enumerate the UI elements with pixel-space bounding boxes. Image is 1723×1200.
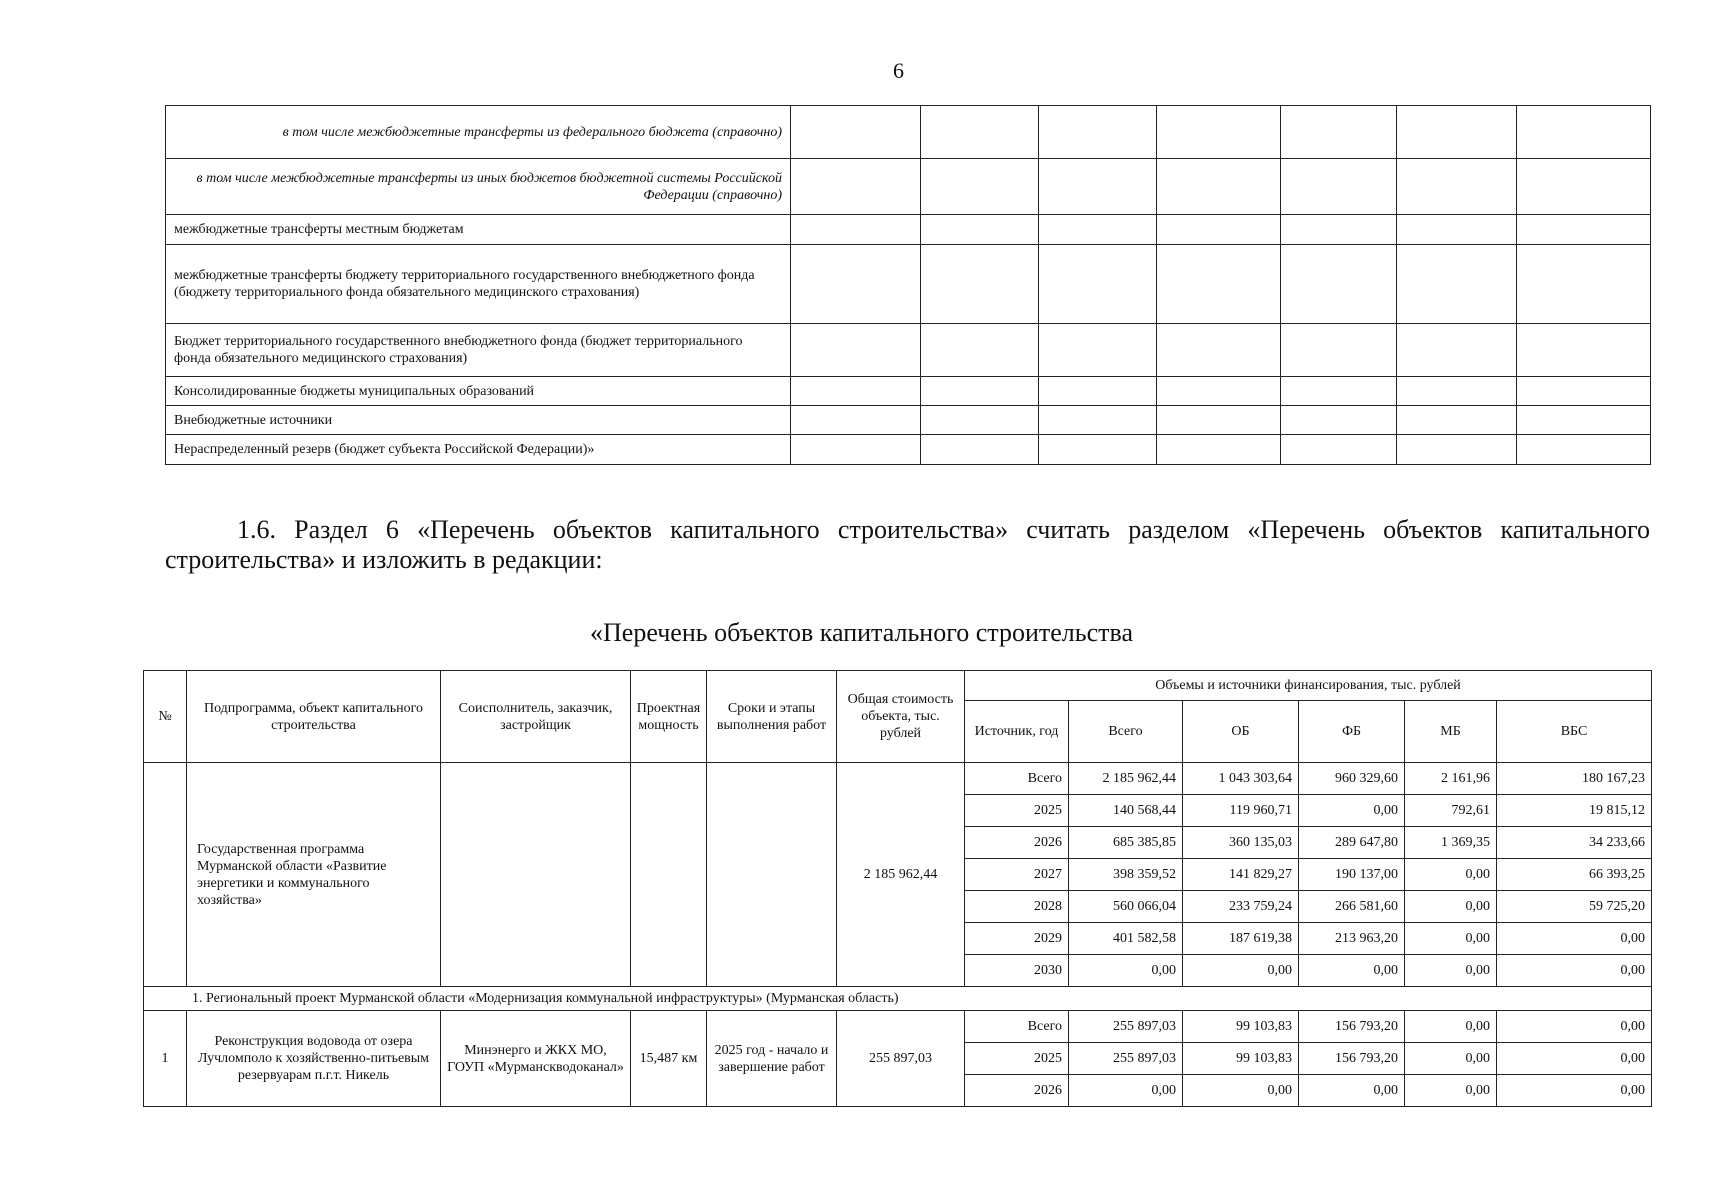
mb-cell: 0,00 (1405, 1043, 1497, 1075)
year-cell: 2029 (965, 923, 1069, 955)
section-heading: 1. Региональный проект Мурманской области «Модернизация коммунальной инфраструктуры» (Мурманская область) (144, 987, 1652, 1011)
object-total-cost: 255 897,03 (837, 1011, 965, 1107)
col-header-subprogram: Подпрограмма, объект капитального строительства (187, 671, 441, 763)
vbs-cell: 19 815,12 (1497, 795, 1652, 827)
table-row (166, 324, 1651, 377)
col-header-contractor: Соисполнитель, заказчик, застройщик (441, 671, 631, 763)
ob-cell: 233 759,24 (1183, 891, 1299, 923)
total-cell: 401 582,58 (1069, 923, 1183, 955)
fb-cell: 190 137,00 (1299, 859, 1405, 891)
fb-cell: 156 793,20 (1299, 1043, 1405, 1075)
object-contractor: Минэнерго и ЖКХ МО, ГОУП «Мурманскводоканал» (441, 1011, 631, 1107)
table-row (166, 377, 1651, 406)
year-cell: 2025 (965, 1043, 1069, 1075)
table-row (166, 435, 1651, 465)
col-header-source-year: Источник, год (965, 701, 1069, 763)
ob-cell: 141 829,27 (1183, 859, 1299, 891)
col-header-total-cost: Общая стоимость объекта, тыс. рублей (837, 671, 965, 763)
total-cell: 685 385,85 (1069, 827, 1183, 859)
fb-cell: 266 581,60 (1299, 891, 1405, 923)
table-row (166, 106, 1651, 159)
vbs-cell: 66 393,25 (1497, 859, 1652, 891)
col-header-num: № (144, 671, 187, 763)
row-label: в том числе межбюджетные трансферты из иных бюджетов бюджетной системы Российской Федерации (справочно) (166, 159, 791, 215)
ob-cell: 119 960,71 (1183, 795, 1299, 827)
row-label: в том числе межбюджетные трансферты из федерального бюджета (справочно) (166, 106, 791, 159)
vbs-cell: 180 167,23 (1497, 763, 1652, 795)
col-header-vbs: ВБС (1497, 701, 1652, 763)
vbs-cell: 34 233,66 (1497, 827, 1652, 859)
row-label: межбюджетные трансферты бюджету территориального государственного внебюджетного фонда (бюджету территориального фонда обязательного медицинского страхования) (166, 245, 791, 324)
mb-cell: 1 369,35 (1405, 827, 1497, 859)
mb-cell: 0,00 (1405, 955, 1497, 987)
mb-cell: 0,00 (1405, 1011, 1497, 1043)
ob-cell: 187 619,38 (1183, 923, 1299, 955)
col-header-capacity: Проектная мощность (631, 671, 707, 763)
vbs-cell: 0,00 (1497, 923, 1652, 955)
object-capacity: 15,487 км (631, 1011, 707, 1107)
object-num: 1 (144, 1011, 187, 1107)
ob-cell: 0,00 (1183, 955, 1299, 987)
mb-cell: 0,00 (1405, 859, 1497, 891)
ob-cell: 360 135,03 (1183, 827, 1299, 859)
mb-cell: 792,61 (1405, 795, 1497, 827)
year-cell: Всего (965, 1011, 1069, 1043)
table-row (144, 763, 1652, 795)
vbs-cell: 59 725,20 (1497, 891, 1652, 923)
row-label: Внебюджетные источники (166, 406, 791, 435)
section-title: «Перечень объектов капитального строительства (590, 618, 1133, 647)
vbs-cell: 0,00 (1497, 955, 1652, 987)
total-cell: 560 066,04 (1069, 891, 1183, 923)
section-row (144, 987, 1652, 1011)
funding-sources-table (165, 105, 1651, 465)
col-header-mb: МБ (1405, 701, 1497, 763)
ob-cell: 1 043 303,64 (1183, 763, 1299, 795)
row-label: Нераспределенный резерв (бюджет субъекта Российской Федерации)» (166, 435, 791, 465)
capital-construction-table (143, 670, 1652, 1107)
row-label: Консолидированные бюджеты муниципальных образований (166, 377, 791, 406)
total-cell: 398 359,52 (1069, 859, 1183, 891)
header-row (144, 671, 1652, 701)
table-row (166, 406, 1651, 435)
col-header-total: Всего (1069, 701, 1183, 763)
fb-cell: 289 647,80 (1299, 827, 1405, 859)
fb-cell: 0,00 (1299, 1075, 1405, 1107)
fb-cell: 0,00 (1299, 795, 1405, 827)
mb-cell: 0,00 (1405, 891, 1497, 923)
table-row (166, 215, 1651, 245)
year-cell: 2026 (965, 827, 1069, 859)
row-label: Бюджет территориального государственного внебюджетного фонда (бюджет территориального фонда обязательного медицинского страхования) (166, 324, 791, 377)
total-cell: 0,00 (1069, 955, 1183, 987)
total-cell: 255 897,03 (1069, 1043, 1183, 1075)
year-cell: 2030 (965, 955, 1069, 987)
total-cell: 255 897,03 (1069, 1011, 1183, 1043)
table-row (166, 245, 1651, 324)
ob-cell: 99 103,83 (1183, 1043, 1299, 1075)
mb-cell: 0,00 (1405, 1075, 1497, 1107)
fb-cell: 960 329,60 (1299, 763, 1405, 795)
total-cell: 2 185 962,44 (1069, 763, 1183, 795)
mb-cell: 0,00 (1405, 923, 1497, 955)
vbs-cell: 0,00 (1497, 1043, 1652, 1075)
page-number: 6 (893, 58, 904, 83)
program-name: Государственная программа Мурманской области «Развитие энергетики и коммунального хозяйства» (187, 763, 441, 987)
year-cell: Всего (965, 763, 1069, 795)
col-header-ob: ОБ (1183, 701, 1299, 763)
fb-cell: 156 793,20 (1299, 1011, 1405, 1043)
year-cell: 2025 (965, 795, 1069, 827)
fb-cell: 213 963,20 (1299, 923, 1405, 955)
total-cell: 0,00 (1069, 1075, 1183, 1107)
year-cell: 2027 (965, 859, 1069, 891)
year-cell: 2026 (965, 1075, 1069, 1107)
ob-cell: 0,00 (1183, 1075, 1299, 1107)
col-header-financing: Объемы и источники финансирования, тыс. рублей (965, 671, 1652, 701)
table-row (166, 159, 1651, 215)
program-total-cost: 2 185 962,44 (837, 763, 965, 987)
row-label: межбюджетные трансферты местным бюджетам (166, 215, 791, 245)
vbs-cell: 0,00 (1497, 1075, 1652, 1107)
object-name: Реконструкция водовода от озера Лучломполо к хозяйственно-питьевым резервуарам п.г.т. Никель (187, 1011, 441, 1107)
amendment-paragraph: 1.6. Раздел 6 «Перечень объектов капитального строительства» считать разделом «Перечень объектов капитального строительства» и изложить в редакции: (165, 515, 1650, 574)
table-row (144, 1011, 1652, 1043)
vbs-cell: 0,00 (1497, 1011, 1652, 1043)
year-cell: 2028 (965, 891, 1069, 923)
object-terms: 2025 год - начало и завершение работ (707, 1011, 837, 1107)
col-header-fb: ФБ (1299, 701, 1405, 763)
mb-cell: 2 161,96 (1405, 763, 1497, 795)
ob-cell: 99 103,83 (1183, 1011, 1299, 1043)
fb-cell: 0,00 (1299, 955, 1405, 987)
total-cell: 140 568,44 (1069, 795, 1183, 827)
col-header-terms: Сроки и этапы выполнения работ (707, 671, 837, 763)
